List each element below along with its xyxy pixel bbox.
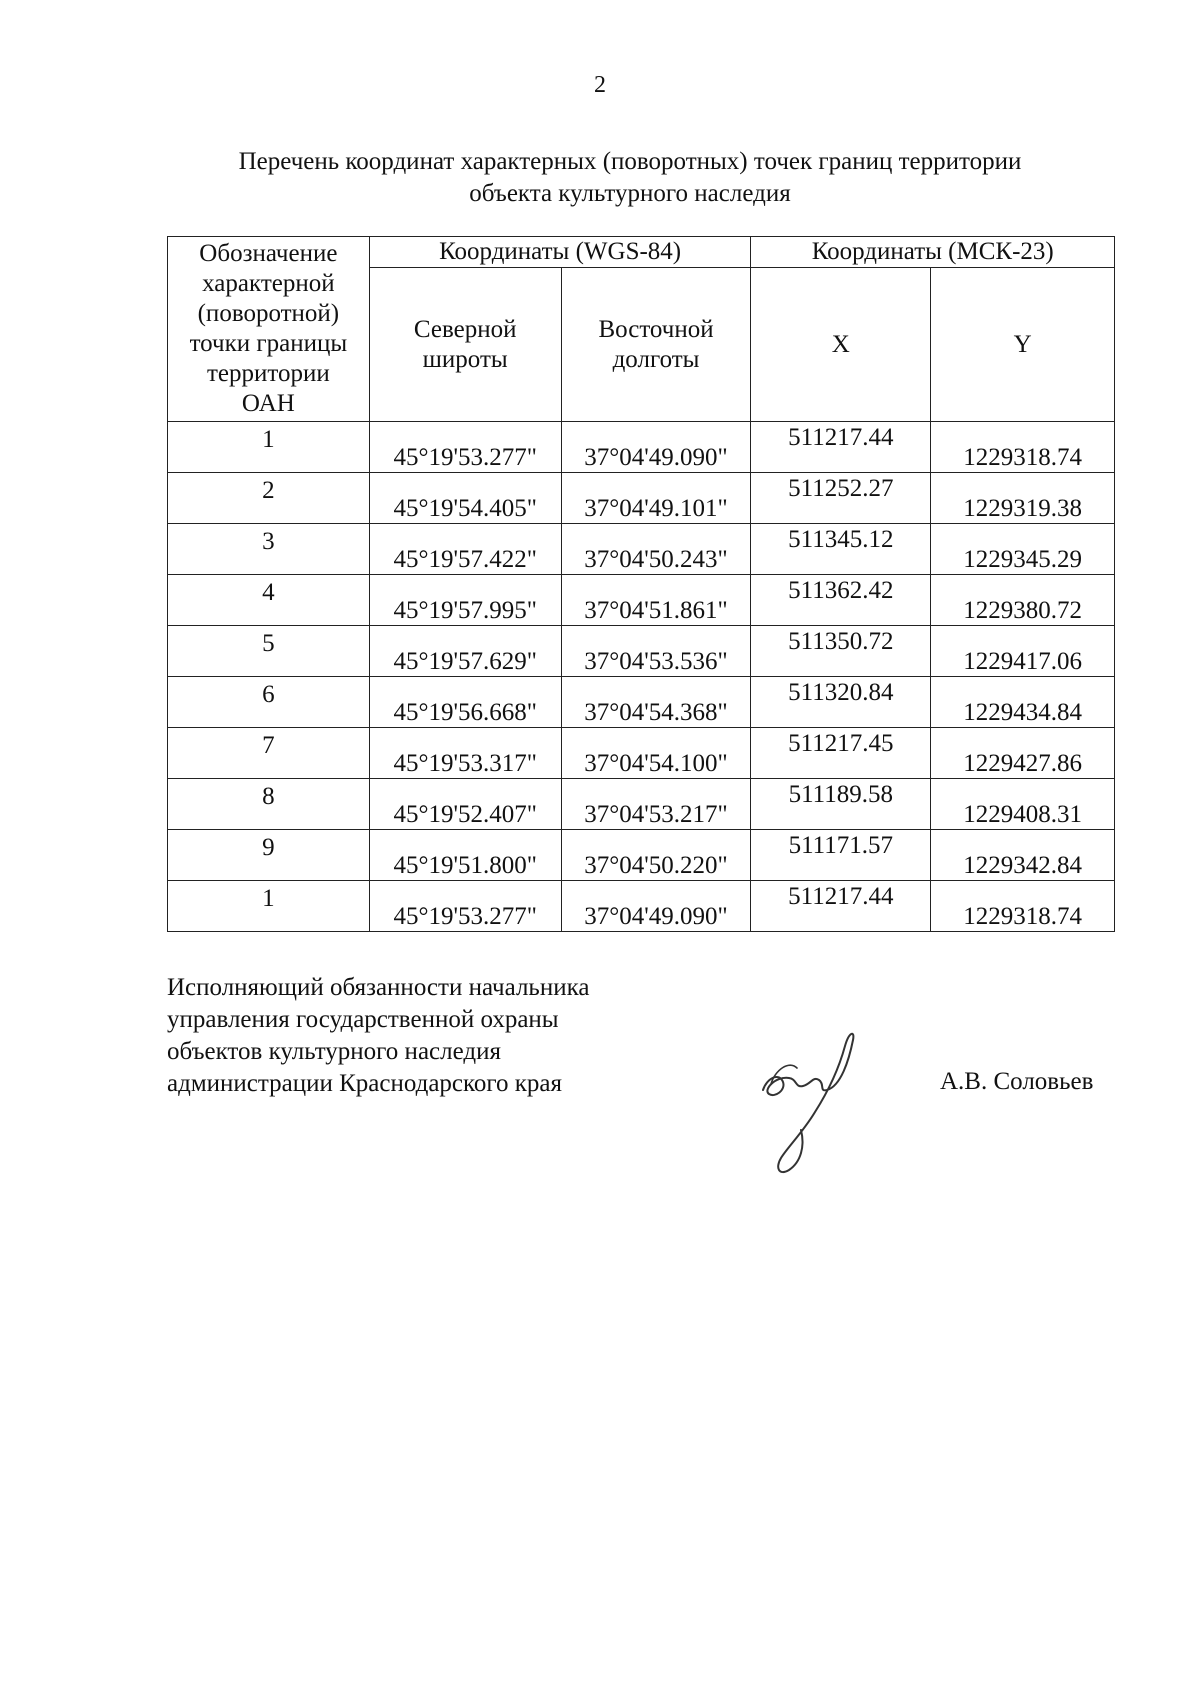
- cell-longitude: 37°04'50.243": [561, 524, 751, 575]
- cell-y: 1229319.38: [931, 473, 1115, 524]
- cell-x: 511345.12: [751, 524, 931, 575]
- cell-point: 3: [168, 524, 370, 575]
- cell-longitude: 37°04'49.090": [561, 881, 751, 932]
- table-row: [168, 728, 1115, 779]
- table-row: [168, 881, 1115, 932]
- signatory-position-line: управления государственной охраны: [167, 1006, 559, 1033]
- table-row: [168, 626, 1115, 677]
- cell-longitude: 37°04'49.101": [561, 473, 751, 524]
- signatory-position-line: администрации Краснодарского края: [167, 1070, 563, 1097]
- cell-y: 1229434.84: [931, 677, 1115, 728]
- cell-y: 1229380.72: [931, 575, 1115, 626]
- cell-latitude: 45°19'57.629": [369, 626, 561, 677]
- cell-longitude: 37°04'54.368": [561, 677, 751, 728]
- cell-x: 511320.84: [751, 677, 931, 728]
- cell-point: 1: [168, 422, 370, 473]
- table-header-row-groups: [168, 237, 1115, 268]
- cell-x: 511252.27: [751, 473, 931, 524]
- header-x: X: [751, 268, 931, 422]
- cell-latitude: 45°19'57.995": [369, 575, 561, 626]
- cell-x: 511362.42: [751, 575, 931, 626]
- document-title-line-2: объекта культурного наследия: [469, 180, 791, 207]
- cell-latitude: 45°19'52.407": [369, 779, 561, 830]
- header-north-latitude: [369, 268, 561, 422]
- cell-x: 511171.57: [751, 830, 931, 881]
- handwritten-signature: [745, 1020, 865, 1180]
- table-row: [168, 830, 1115, 881]
- cell-x: 511189.58: [751, 779, 931, 830]
- header-lat-line: Северной: [413, 315, 517, 343]
- header-point-line: характерной: [202, 270, 335, 297]
- document-title-line-1: Перечень координат характерных (поворотных) точек границ территории: [238, 148, 1022, 175]
- cell-y: 1229427.86: [931, 728, 1115, 779]
- cell-point: 1: [168, 881, 370, 932]
- cell-latitude: 45°19'53.317": [369, 728, 561, 779]
- cell-point: 9: [168, 830, 370, 881]
- signatory-name: А.В. Соловьев: [940, 1068, 1094, 1095]
- header-point-line: (поворотной): [197, 300, 340, 327]
- cell-point: 6: [168, 677, 370, 728]
- table-row: [168, 575, 1115, 626]
- cell-longitude: 37°04'54.100": [561, 728, 751, 779]
- cell-latitude: 45°19'53.277": [369, 881, 561, 932]
- cell-x: 511217.45: [751, 728, 931, 779]
- table-row: [168, 473, 1115, 524]
- cell-point: 8: [168, 779, 370, 830]
- header-msk23-group: Координаты (МСК-23): [751, 237, 1115, 268]
- cell-y: 1229318.74: [931, 422, 1115, 473]
- document-title: [150, 146, 1110, 210]
- cell-y: 1229345.29: [931, 524, 1115, 575]
- cell-point: 4: [168, 575, 370, 626]
- cell-y: 1229318.74: [931, 881, 1115, 932]
- cell-longitude: 37°04'51.861": [561, 575, 751, 626]
- cell-point: 7: [168, 728, 370, 779]
- cell-latitude: 45°19'57.422": [369, 524, 561, 575]
- cell-longitude: 37°04'53.217": [561, 779, 751, 830]
- cell-longitude: 37°04'53.536": [561, 626, 751, 677]
- table-row: [168, 779, 1115, 830]
- header-east-longitude: [561, 268, 751, 422]
- header-lon-line: долготы: [612, 345, 700, 373]
- table-row: [168, 677, 1115, 728]
- table-row: [168, 422, 1115, 473]
- page-number: 2: [594, 72, 606, 98]
- cell-x: 511217.44: [751, 881, 931, 932]
- cell-longitude: 37°04'49.090": [561, 422, 751, 473]
- cell-latitude: 45°19'53.277": [369, 422, 561, 473]
- header-point-designation: [168, 237, 370, 422]
- coordinates-table: [167, 236, 1115, 932]
- cell-point: 5: [168, 626, 370, 677]
- cell-y: 1229408.31: [931, 779, 1115, 830]
- signatory-position-line: Исполняющий обязанности начальника: [167, 974, 590, 1001]
- cell-longitude: 37°04'50.220": [561, 830, 751, 881]
- signatory-position-line: объектов культурного наследия: [167, 1038, 501, 1065]
- header-point-line: Обозначение: [199, 240, 338, 267]
- cell-y: 1229342.84: [931, 830, 1115, 881]
- header-point-line: территории: [207, 360, 330, 387]
- cell-x: 511217.44: [751, 422, 931, 473]
- header-wgs84-group: Координаты (WGS-84): [369, 237, 751, 268]
- signatory-position: [167, 972, 687, 1100]
- cell-x: 511350.72: [751, 626, 931, 677]
- header-y: Y: [931, 268, 1115, 422]
- header-lon-line: Восточной: [598, 315, 714, 343]
- table-row: [168, 524, 1115, 575]
- cell-latitude: 45°19'56.668": [369, 677, 561, 728]
- cell-y: 1229417.06: [931, 626, 1115, 677]
- cell-latitude: 45°19'54.405": [369, 473, 561, 524]
- header-point-line: ОАН: [241, 390, 295, 417]
- cell-point: 2: [168, 473, 370, 524]
- header-lat-line: широты: [422, 345, 508, 373]
- header-point-line: точки границы: [189, 330, 348, 357]
- cell-latitude: 45°19'51.800": [369, 830, 561, 881]
